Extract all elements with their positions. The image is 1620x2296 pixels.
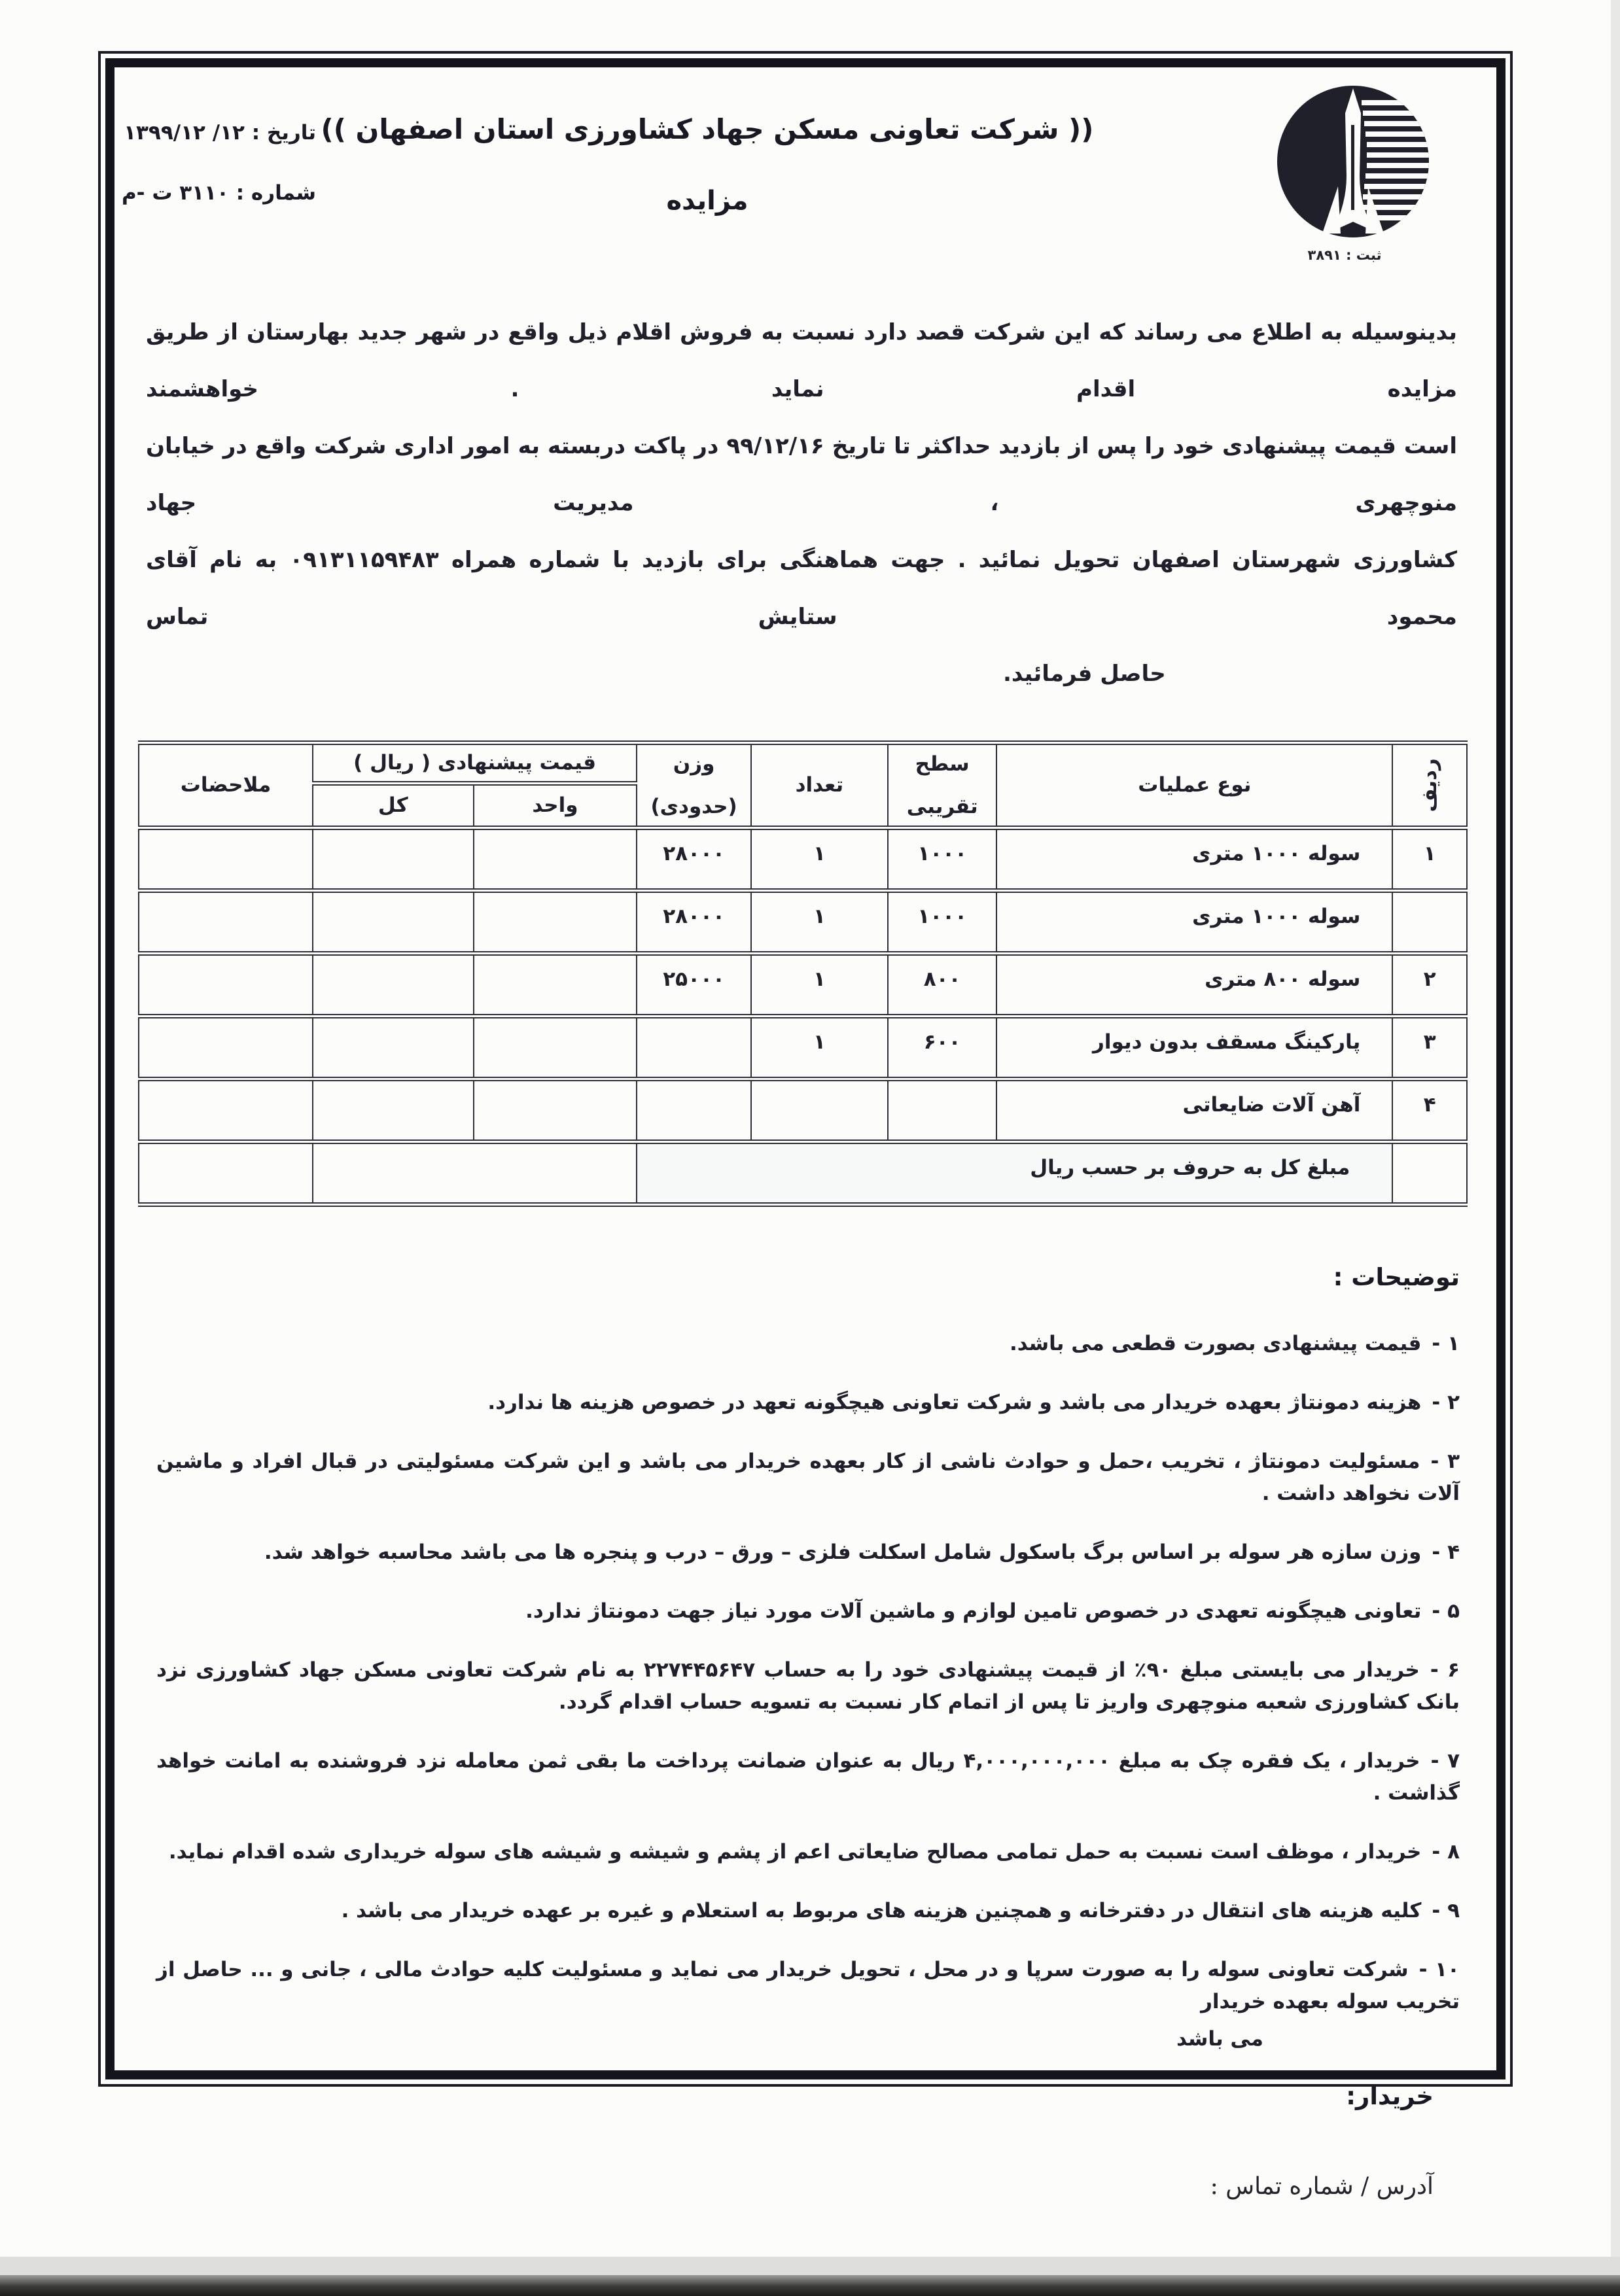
cell-count: ۱: [751, 954, 888, 1017]
document-header: [121, 79, 1468, 295]
scan-band-dark: [0, 2275, 1620, 2296]
intro-line-2: است قیمت پیشنهادی خود را پس از بازدید حداکثر تا تاریخ ۹۹/۱۲/۱۶ در پاکت دربسته به امور اداری شرکت واقع در خیابان منوچهری ، مدیریت جهاد: [146, 433, 1457, 516]
list-item: ۳ -مسئولیت دمونتاژ ، تخریب ،حمل و حوادث ناشی از کار بعهده خریدار می باشد و این شرکت مسئولیتی در قبال افراد و ماشین آلات نخواهد داشت .: [156, 1449, 1460, 1505]
company-logo: [1271, 78, 1435, 282]
logo-registration-number: ثبت : ۳۸۹۱: [1307, 247, 1382, 263]
table-row: [139, 828, 1467, 891]
cell-area: ۸۰۰: [888, 954, 996, 1017]
cell-count: ۱: [751, 828, 888, 891]
cell-notes: [139, 828, 313, 891]
cell-operation: سوله ۸۰۰ متری: [996, 954, 1392, 1017]
table-summary-row: [139, 1142, 1467, 1205]
list-item: ۱۰ -شرکت تعاونی سوله را به صورت سرپا و در محل ، تحویل خریدار می نماید و مسئولیت کلیه حوادث مالی ، جانی و ... حاصل از تخریب سوله بعهده خریدار می باشد: [156, 1954, 1460, 2055]
cell-operation: سوله ۱۰۰۰ متری: [996, 891, 1392, 954]
summary-notes-cell: [139, 1142, 313, 1205]
cell-operation: سوله ۱۰۰۰ متری: [996, 828, 1392, 891]
cell-weight: [637, 1079, 751, 1142]
cell-unit-price: [474, 828, 637, 891]
cell-weight: ۲۵۰۰۰: [637, 954, 751, 1017]
list-item: ۶ -خریدار می بایستی مبلغ ۹۰٪ از قیمت پیشنهادی خود را به حساب ۲۲۷۴۴۵۶۴۷ به نام شرکت تعاونی مسکن جهاد کشاورزی نزد بانک کشاورزی شعبه منوچهری واریز تا پس از اتمام کار نسبت به تسویه حساب اقدام گردد.: [156, 1658, 1460, 1714]
list-item: ۵ -تعاونی هیچگونه تعهدی در خصوص تامین لوازم و ماشین آلات مورد نیاز جهت دمونتاژ ندارد.: [525, 1599, 1460, 1623]
cell-area: ۱۰۰۰: [888, 828, 996, 891]
document-frame: [98, 51, 1513, 2200]
cell-weight: [637, 1017, 751, 1079]
title-block: [121, 113, 1271, 216]
cell-total-price: [313, 828, 474, 891]
cell-radif: ۱: [1392, 828, 1467, 891]
list-item: ۲ -هزینه دمونتاژ بعهده خریدار می باشد و شرکت تعاونی هیچگونه تعهد در خصوص هزینه ها ندارد.: [487, 1390, 1460, 1414]
cell-total-price: [313, 1079, 474, 1142]
summary-strip-cell: [1392, 1142, 1467, 1205]
cell-notes: [139, 891, 313, 954]
cell-unit-price: [474, 1017, 637, 1079]
cell-area: ۶۰۰: [888, 1017, 996, 1079]
table-row: [139, 1017, 1467, 1079]
intro-line-1: بدینوسیله به اطلاع می رساند که این شرکت قصد دارد نسبت به فروش اقلام ذیل واقع در شهر جدید بهارستان از طریق مزایده اقدام نماید . خواهشمند: [146, 319, 1457, 402]
cell-total-price: [313, 954, 474, 1017]
col-header-notes: ملاحضات: [139, 743, 313, 828]
table-row: [139, 891, 1467, 954]
cell-weight: ۲۸۰۰۰: [637, 891, 751, 954]
col-header-total-price: کل: [313, 784, 474, 828]
scan-edge-artifact: [1611, 0, 1620, 2296]
cell-unit-price: [474, 954, 637, 1017]
intro-paragraph: [143, 304, 1468, 703]
auction-items-table: [138, 740, 1468, 1207]
col-header-unit-price: واحد: [474, 784, 637, 828]
cell-notes: [139, 1017, 313, 1079]
explanations-heading: توضیحات :: [1333, 1263, 1460, 1291]
cell-notes: [139, 1079, 313, 1142]
cell-radif: ۴: [1392, 1079, 1467, 1142]
date-field: تاریخ : ۱۲/ ۱۳۹۹/۱۲: [124, 121, 316, 145]
total-amount-in-words-label: مبلغ کل به حروف بر حسب ریال: [637, 1142, 1392, 1205]
list-item: ۹ -کلیه هزینه های انتقال در دفترخانه و همچنین هزینه های مربوط به استعلام و غیره بر عهده خریدار می باشد .: [341, 1898, 1460, 1922]
company-emblem-icon: [1271, 78, 1435, 279]
explanations-list: [156, 1328, 1460, 2055]
cell-total-price: [313, 891, 474, 954]
buyer-label: خریدار:: [1346, 2081, 1434, 2110]
col-header-price-group: قیمت پیشنهادی ( ریال ): [313, 743, 637, 784]
intro-line-3: کشاورزی شهرستان اصفهان تحویل نمائید . جهت هماهنگی برای بازدید با شماره همراه ۰۹۱۳۱۱۵۹۴۸۳ به نام آقای محمود ستایش تماس: [146, 547, 1457, 630]
col-header-operation: نوع عملیات: [996, 743, 1392, 828]
document-frame-inner: [105, 58, 1506, 2200]
scan-band-light: [0, 2257, 1620, 2275]
auction-subtitle: مزایده: [666, 186, 748, 216]
cell-weight: ۲۸۰۰۰: [637, 828, 751, 891]
cell-count: ۱: [751, 1017, 888, 1079]
cell-unit-price: [474, 1079, 637, 1142]
cell-radif: ۲: [1392, 954, 1467, 1017]
cell-count: [751, 1079, 888, 1142]
cell-area: [888, 1079, 996, 1142]
col-header-radif: ردیف: [1392, 743, 1467, 828]
cell-operation: پارکینگ مسقف بدون دیوار: [996, 1017, 1392, 1079]
col-header-area: سطح تقریبی: [888, 743, 996, 828]
summary-empty-cell: [313, 1142, 637, 1205]
cell-notes: [139, 954, 313, 1017]
list-item: ۸ -خریدار ، موظف است نسبت به حمل تمامی مصالح ضایعاتی اعم از پشم و شیشه و شیشه های سوله خریداری شده اقدام نماید.: [168, 1839, 1460, 1864]
svg-text:شرکت تعاونی مسکن کارکنان سازما: [1271, 78, 1277, 80]
table-row: [139, 954, 1467, 1017]
number-field: شماره : ۳۱۱۰ ت -م: [121, 181, 316, 205]
col-header-weight: وزن (حدودی): [637, 743, 751, 828]
col-header-count: تعداد: [751, 743, 888, 828]
explanations-section: [143, 1263, 1468, 2055]
logo-arc-text: [1271, 78, 1277, 80]
table-row: [139, 1079, 1467, 1142]
cell-radif: [1392, 891, 1467, 954]
cell-operation: آهن آلات ضایعاتی: [996, 1079, 1392, 1142]
list-item: ۴ -وزن سازه هر سوله بر اساس برگ باسکول شامل اسکلت فلزی – ورق – درب و پنجره ها می باشد محاسبه خواهد شد.: [264, 1540, 1460, 1564]
cell-total-price: [313, 1017, 474, 1079]
list-item: ۱ -قیمت پیشنهادی بصورت قطعی می باشد.: [1009, 1332, 1460, 1355]
address-contact-label: آدرس / شماره تماس :: [1210, 2172, 1434, 2200]
page-title: (( شرکت تعاونی مسکن جهاد کشاورزی استان اصفهان )): [321, 113, 1094, 145]
list-item-continuation: می باشد: [1176, 2026, 1263, 2051]
list-item: ۷ -خریدار ، یک فقره چک به مبلغ ۴,۰۰۰,۰۰۰,۰۰۰ ریال به عنوان ضمانت پرداخت ما بقی ثمن معامله نزد فروشنده به امانت خواهد گذاشت .: [156, 1748, 1460, 1805]
cell-area: ۱۰۰۰: [888, 891, 996, 954]
cell-radif: ۳: [1392, 1017, 1467, 1079]
intro-line-4: حاصل فرمائید.: [1003, 661, 1166, 687]
cell-unit-price: [474, 891, 637, 954]
cell-count: ۱: [751, 891, 888, 954]
